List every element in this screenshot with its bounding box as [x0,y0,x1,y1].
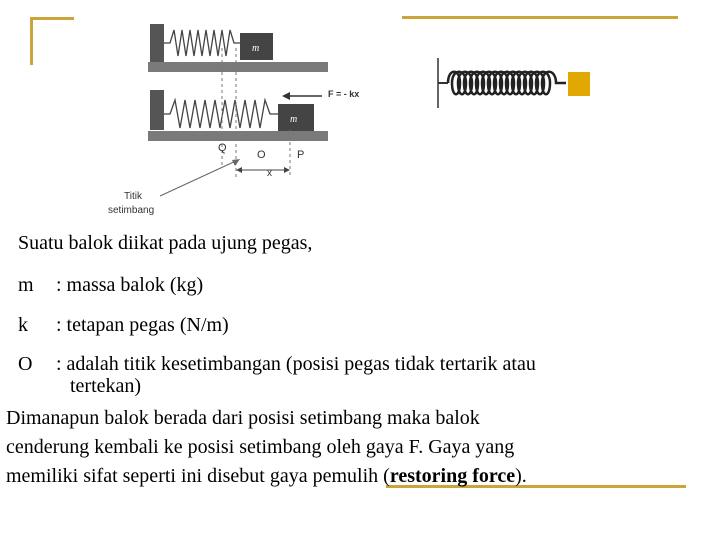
equilibrium-label-1: Titik [124,191,142,202]
displacement-label: x [267,168,272,179]
coil-spring [448,72,566,95]
paragraph-line-2: cenderung kembali ke posisi setimbang oleh gaya F. Gaya yang [6,436,515,458]
spring-bottom [164,100,278,128]
wall-bottom [150,90,164,130]
paragraph-line-3 [6,465,527,487]
floor-top [148,62,328,72]
restoring-force-term: restoring force [389,465,516,487]
displacement-arrowhead-left [236,167,242,173]
spring-top [164,30,240,56]
intro-text: Suatu balok diikat pada ujung pegas, [18,232,313,254]
o-description-cont: tertekan) [70,375,142,397]
yellow-block [568,72,590,96]
spring-mass-diagram [100,18,390,223]
o-symbol: O [18,353,33,375]
m-description: : massa balok (kg) [56,274,204,296]
displacement-arrowhead-right [284,167,290,173]
paragraph-line-3-end: ). [515,465,527,487]
k-symbol: k [18,314,28,336]
equilibrium-pointer [160,160,238,196]
force-arrowhead [282,92,290,100]
point-q-label: Q [218,142,227,154]
force-label: F = - kx [328,89,360,99]
equilibrium-label-2: setimbang [108,205,155,216]
frame-top-left [30,17,74,20]
o-description: : adalah titik kesetimbangan (posisi pegas tidak tertarik atau [56,353,536,375]
floor-bottom [148,131,328,141]
frame-left [30,17,33,65]
m-symbol: m [18,274,34,296]
frame-top-right [402,16,678,19]
paragraph-line-3-start: memiliki sifat seperti ini disebut gaya pemulih ( [6,465,390,487]
k-description: : tetapan pegas (N/m) [56,314,229,336]
paragraph-line-1: Dimanapun balok berada dari posisi setimbang maka balok [6,407,480,429]
point-o-label: O [257,149,266,161]
wall-top [150,24,164,62]
mass-label-bottom: m [290,114,298,125]
mass-label-top: m [252,43,260,54]
point-p-label: P [297,149,305,161]
spring-block-icon [432,56,602,112]
